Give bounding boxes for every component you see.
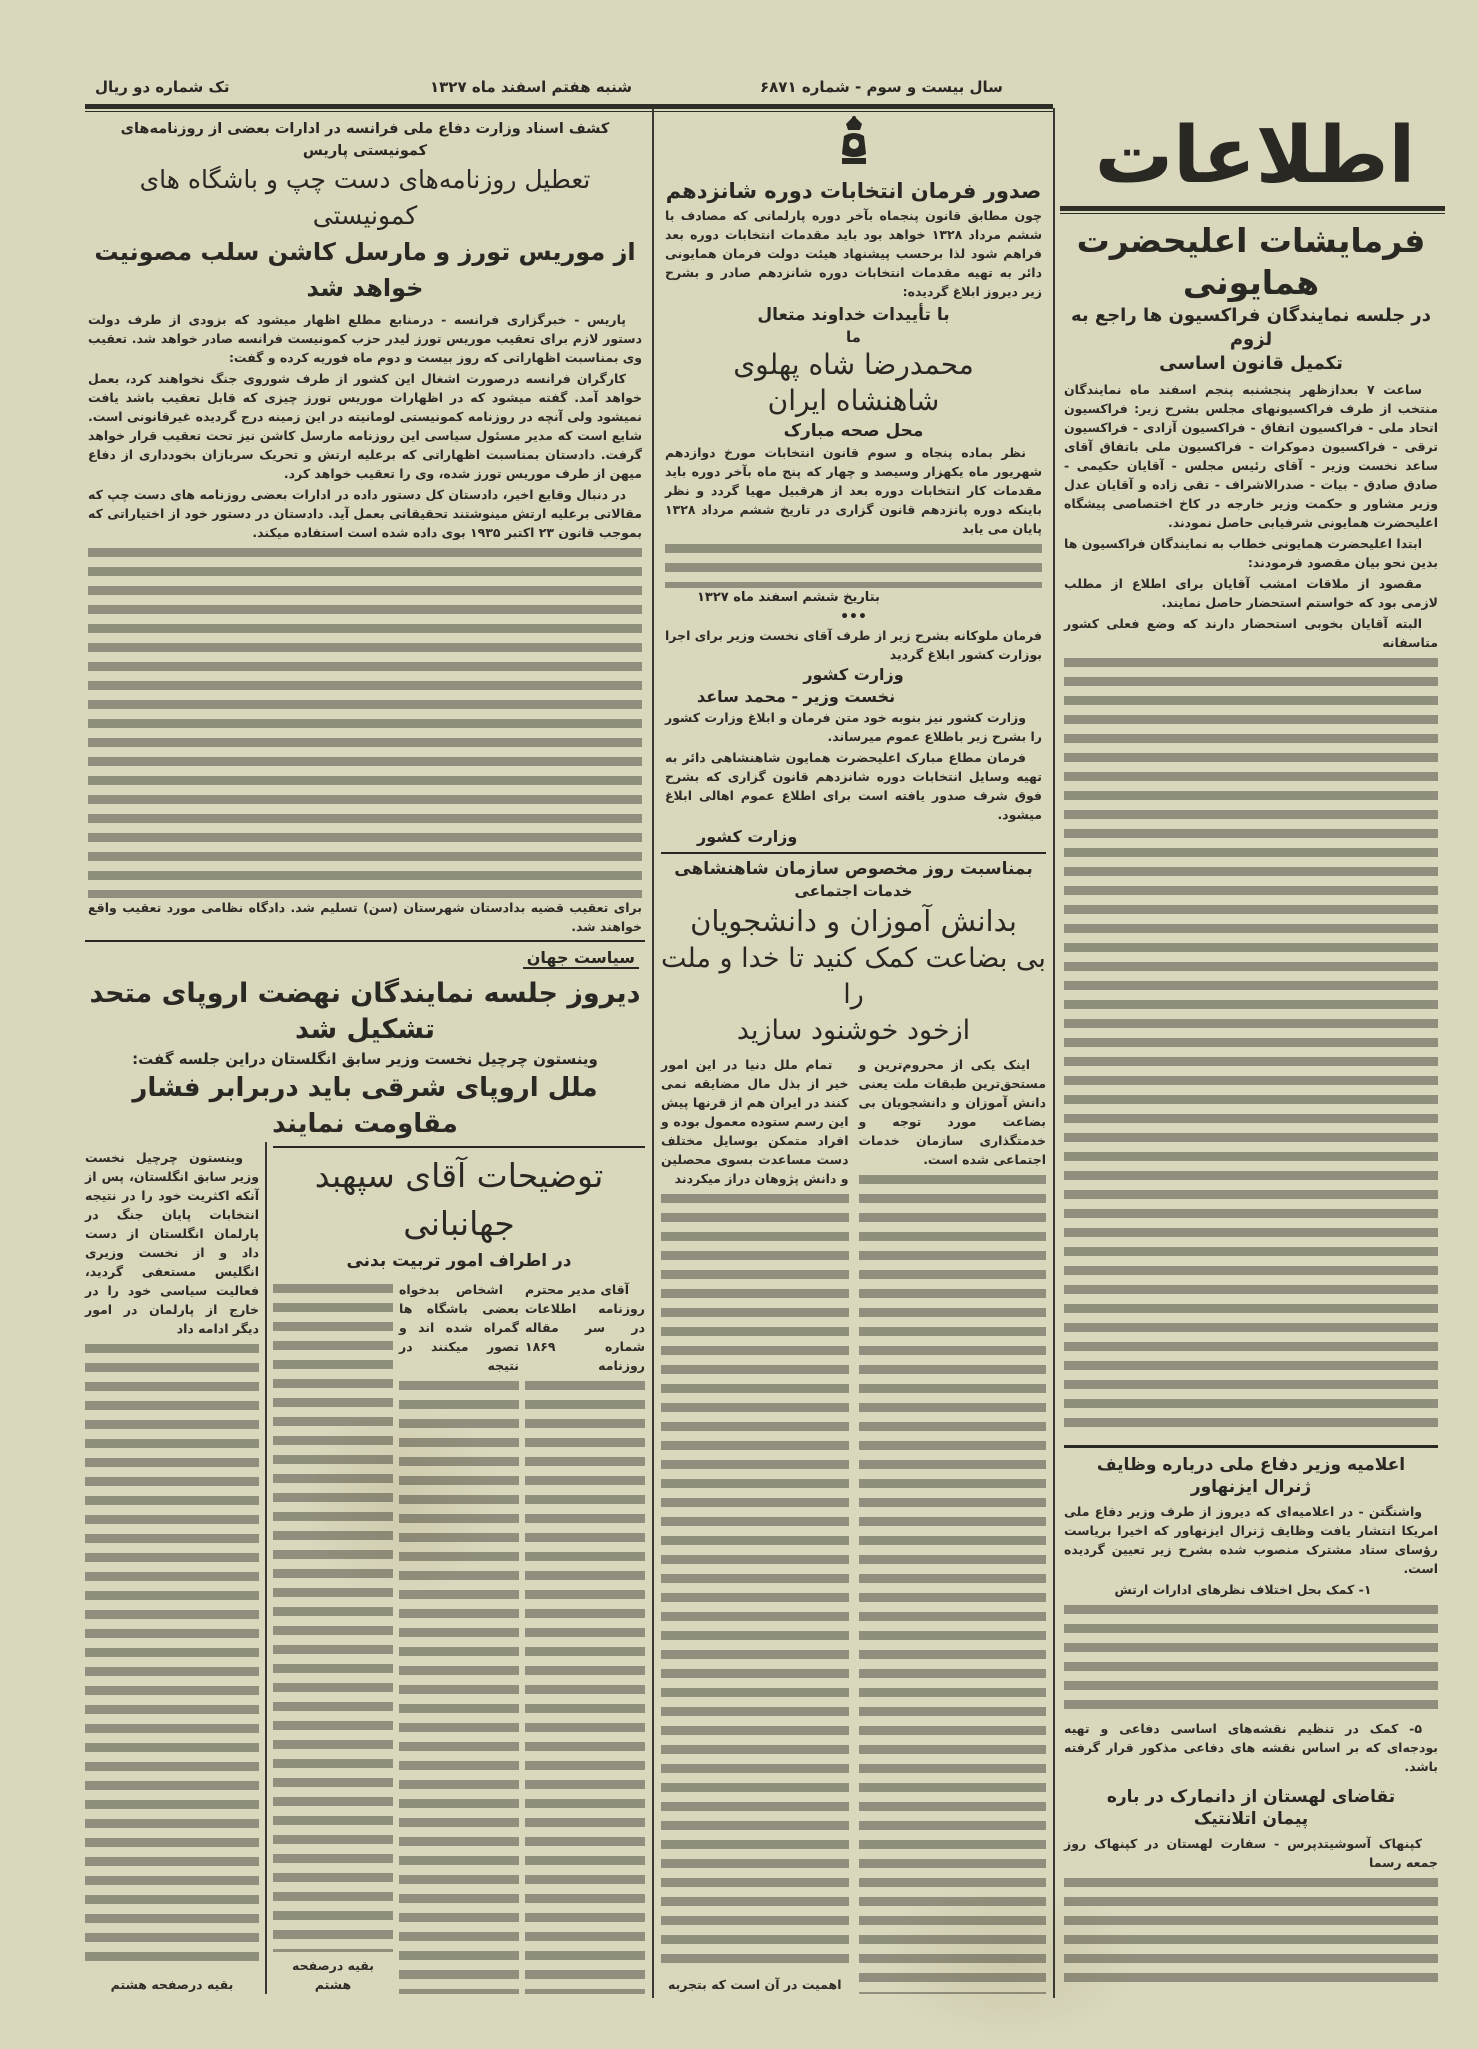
issue-date: شنبه هفتم اسفند ماه ۱۳۲۷ xyxy=(430,78,632,96)
king-title: شاهنشاه ایران xyxy=(767,384,940,417)
middle-column xyxy=(661,114,1046,1994)
jahanbani-column-3 xyxy=(273,1280,393,1994)
body-text-lines xyxy=(525,1381,645,1994)
europe-headline-2: ملل اروپای شرقی باید دربرابر فشار مقاومت نمایند xyxy=(132,1073,598,1139)
royal-we: ما xyxy=(846,328,861,346)
body-text-lines xyxy=(273,1284,393,1952)
paragraph: وزارت کشور نیز بنوبه خود متن فرمان و ابلاغ وزارت کشور را بشرح زیر باطلاع عموم میرساند. xyxy=(665,710,1042,744)
paragraph: ساعت ۷ بعدازظهر پنجشنبه پنجم اسفند ماه نمایندگان منتخب از طرف فراکسیونهای مجلس بشرح زیر: فراکسیون اتحاد ملی - فراکسیون اتفاق - فراکسیون آزادی - فراکسیون ترقی - فراکسیون دموکرات - فراکسیون ملی باتفاق آقای ساعد نخست وزیر - آقای رئیس مجلس - آقایان حکیمی - صادق صادق - بیات - صدرالاشراف - تقی زاده و آقایان عدل وزیر مشاور و حکمت وزیر خارجه در کاخ اختصاصی پیشگاه اعلیحضرت همایونی شرفیابی حاصل نمودند. xyxy=(1064,382,1438,530)
separator-dots: ••• xyxy=(840,609,867,625)
section-label-row xyxy=(85,946,645,970)
lower-left-row xyxy=(85,1142,645,1994)
charity-column-right xyxy=(859,1055,1047,1994)
decree-body xyxy=(661,443,1046,588)
left-headline-2: از موریس تورز و مارسل کاشن سلب مصونیت خواهد شد xyxy=(94,238,636,302)
jahanbani-section xyxy=(273,1142,645,1994)
ministry-text xyxy=(661,708,1046,826)
issue-number: سال بیست و سوم - شماره ۶۸۷۱ xyxy=(760,78,1003,96)
paragraph: تمام ملل دنیا در این امور خیر از بذل مال مضایقه نمی کنند در ایران هم از قرنها پیش این رسم ستوده معمول بوده و افراد متمکن بوسایل مختلف دست مساعدت بسوی محصلین و دانش پژوهان دراز میکردند xyxy=(661,1057,849,1186)
right-column xyxy=(1064,220,1438,1992)
europe-headline: دیروز جلسه نمایندگان نهضت اروپای متحد تشکیل شد xyxy=(89,978,641,1045)
right-subhead: در جلسه نمایندگان فراکسیون ها راجع به لزوم xyxy=(1070,305,1432,350)
body-text-lines xyxy=(1064,658,1438,1437)
royal-order-note: فرمان ملوکانه بشرح زیر از طرف آقای نخست وزیر برای اجرا بوزارت کشور ابلاغ گردید xyxy=(665,628,1042,662)
body-text-lines xyxy=(399,1381,519,1994)
body-text-lines xyxy=(665,544,1042,588)
list-item: ۵- کمک در تنظیم نقشه‌های اساسی دفاعی و تهیه بودجه‌ای که بر اساس نقشه های دفاعی مذکور قرار گرفته باشد. xyxy=(1064,1721,1438,1774)
column-divider xyxy=(652,108,654,1998)
section-rule xyxy=(1064,1445,1438,1448)
crown-lion-emblem-icon xyxy=(834,114,874,172)
charity-section xyxy=(661,858,1046,1994)
body-text-lines xyxy=(661,1194,849,1971)
charity-columns xyxy=(661,1055,1046,1994)
paragraph: البته آقایان بخوبی استحضار دارند که وضع فعلی کشور متاسفانه xyxy=(1064,616,1438,650)
section-rule xyxy=(85,940,645,942)
emblem-wrap xyxy=(661,114,1046,176)
paragraph: اشخاص بدخواه بعضی باشگاه ها گمراه شده اند و تصور میکنند در نتیجه xyxy=(399,1282,519,1373)
poland-body xyxy=(1064,1834,1438,1992)
section-rule xyxy=(273,1146,645,1148)
middle-intro: چون مطابق قانون پنجماه بآخر دوره پارلمانی که مصادف با ششم مرداد ۱۳۲۸ خواهد بود باید مقدمات انتخابات دوره بعد فراهم شود لذا برحسب پیشنهاد هیئت دولت فرمان همایونی دائر به تهیه مقدمات انتخابات دوره شانزدهم صادر و بشرح زیر دیروز ابلاغ گردیده: xyxy=(665,208,1042,299)
ministry-heading: وزارت کشور xyxy=(803,665,904,684)
masthead-logo: اطلاعات xyxy=(1094,111,1416,201)
charity-headline-2: بی بضاعت کمک کنید تا خدا و ملت را xyxy=(661,943,1046,1010)
continued-note: بقیه درصفحه هشتم xyxy=(291,1958,374,1992)
jahanbani-column-1 xyxy=(525,1280,645,1994)
paragraph: در دنبال وقایع اخیر، دادستان کل دستور داده در ادارات بعضی روزنامه های دست چپ که مقالاتی برعلیه ارتش مینوشتند تحقیقاتی بعمل آید. دادستان در دستور خود از اختیاراتی که بموجب قانون ۲۳ اکتبر ۱۹۳۵ بوی داده شده است استفاده میکند. xyxy=(88,487,642,540)
left-article-body xyxy=(85,310,645,898)
list-item: ۱- کمک بحل اختلاف نظرهای ادارات ارتش xyxy=(1114,1582,1372,1597)
charity-headline-3: ازخود خوشنود سازید xyxy=(736,1015,971,1046)
continued-note: اهمیت در آن است که بتجربه xyxy=(667,1977,842,1992)
decree-date: بتاریخ ششم اسفند ماه ۱۳۲۷ xyxy=(697,590,880,605)
king-name: محمدرضا شاه پهلوی xyxy=(733,348,974,381)
issue-price: تک شماره دو ریال xyxy=(95,78,230,96)
charity-headline-1: بدانش آموزان و دانشجویان xyxy=(690,904,1017,938)
paragraph: مقصود از ملاقات امشب آقایان برای اطلاع از مطلب لازمی بود که خواستم استحضار حاصل نمایند. xyxy=(1064,576,1438,610)
paragraph: کارگران فرانسه درصورت اشغال این کشور از طرف شوروی جنگ نخواهند کرد، بعمل خواهد آمد. گفته میشود که در اظهارات موریس تورز چیزی که قابل تعقیب باشد یافت نمیشود ولی آنچه در روزنامه کمونیستی لومانیته در این زمینه درج گردیده غیرقانونی است. شایع است که مدیر مسئول سیاسی این روزنامه مارسل کاشن نیز تحت تعقیب قرار خواهد گرفت. دادستان بمناسبت اظهاراتی که برعلیه ارتش و تحریک سربازان بخودداری از دفاع میهن از طرف موریس تورز شده، وی را تعقیب خواهد کرد. xyxy=(88,371,642,481)
right-headline: فرمایشات اعلیحضرت همایونی xyxy=(1076,221,1426,302)
eisenhower-headline-2: ژنرال ایزنهاور xyxy=(1190,1477,1312,1497)
column-divider xyxy=(265,1142,267,1994)
pm-signature: نخست وزیر - محمد ساعد xyxy=(697,687,896,706)
charity-kicker: بمناسبت روز مخصوص سازمان شاهنشاهی xyxy=(674,859,1033,879)
body-text-lines xyxy=(85,1344,259,1971)
right-article-body xyxy=(1064,380,1438,1437)
jahanbani-column-2 xyxy=(399,1280,519,1994)
charity-kicker-2: خدمات اجتماعی xyxy=(794,882,913,900)
body-text-lines xyxy=(859,1175,1047,1994)
ministry-signature: وزارت کشور xyxy=(697,827,798,846)
paragraph: اینک یکی از محروم‌ترین و مستحق‌ترین طبقات ملت یعنی دانش آموزان و دانشجویان بی بضاعت مورد توجه و خدمتگذاری سازمان خدمات اجتماعی شده است. xyxy=(858,1057,1046,1167)
eisenhower-body xyxy=(1064,1502,1438,1778)
poland-headline: تقاضای لهستان از دانمارک در باره xyxy=(1106,1787,1396,1807)
section-label-world: سیاست جهان xyxy=(523,948,639,969)
section-rule xyxy=(661,852,1046,854)
charity-column-left xyxy=(661,1055,849,1994)
invocation: با تأییدات خداوند متعال xyxy=(757,305,950,325)
paragraph: ابتدا اعلیحضرت همایونی خطاب به نمایندگان فراکسیون ها بدین نحو بیان مقصود فرمودند: xyxy=(1064,536,1438,570)
paragraph: واشنگتن - در اعلامیه‌ای که دیروز از طرف وزیر دفاع ملی امریکا انتشار یافت وظایف ژنرال ایزنهاور که اخیرا بریاست رؤسای ستاد مشترک منصوب شده بشرح زیر تعیین گردیده است. xyxy=(1064,1504,1438,1576)
paragraph: کپنهاک آسوشیتدپرس - سفارت لهستان در کپنهاک روز جمعه رسما xyxy=(1064,1836,1438,1870)
jahanbani-subhead: در اطراف امور تربیت بدنی xyxy=(346,1251,572,1271)
paragraph: آقای مدیر محترم روزنامه اطلاعات در سر مقاله شماره ۱۸۶۹ روزنامه xyxy=(525,1282,645,1373)
paragraph: نظر بماده پنجاه و سوم قانون انتخابات مورخ دوازدهم شهریور ماه یکهزار وسیصد و چهار که پنج ماه بآخر دوره باید مقدمات کار انتخابات دوره بعد از هرقبیل مهیا گردد و نظر باینکه دوره پانزدهم قانون گزاری در تاریخ ششم مرداد ۱۳۲۸ پایان می یابد xyxy=(665,445,1042,536)
left-headline-1: تعطیل روزنامه‌های دست چپ و باشگاه های کمونیستی xyxy=(139,165,591,230)
paragraph: پاریس - خبرگزاری فرانسه - درمنابع مطلع اظهار میشود که بزودی از طرف دولت دستور لازم برای تعقیب موریس تورز لیدر حزب کمونیست فرانسه صادر خواهد شد. تعقیب وی بمناسبت اظهاراتی که روز بیست و دوم ماه فوریه کرده و گفت: xyxy=(88,312,642,365)
left-column xyxy=(85,118,645,1994)
election-decree-section xyxy=(661,114,1046,848)
europe-body xyxy=(85,1142,259,1994)
body-text-lines xyxy=(88,548,642,898)
body-text-lines xyxy=(1064,1605,1438,1719)
eisenhower-headline: اعلامیه وزیر دفاع ملی درباره وظایف xyxy=(1096,1455,1406,1475)
europe-subhead: وینستون چرچیل نخست وزیر سابق انگلستان دراین جلسه گفت: xyxy=(132,1050,598,1068)
paragraph: فرمان مطاع مبارک اعلیحضرت همایون شاهنشاهی دائر به تهیه وسایل انتخابات دوره شانزدهم قانون گزاری که بشرح فوق شرف صدور یافته است برای اطلاع عموم اهالی ابلاغ میشود. xyxy=(665,750,1042,822)
right-subhead-2: تکمیل قانون اساسی xyxy=(1159,353,1343,374)
body-text-lines xyxy=(1064,1878,1438,1992)
header-rule xyxy=(85,104,1053,112)
paragraph: وینستون چرچیل نخست وزیر سابق انگلستان، پس از آنکه اکثریت خود را در نتیجه انتخابات پایان جنگ در پارلمان انگلستان از دست داد و از نخست وزیری انگلیس مستعفی گردید، فعالیت سیاسی خود را در خارج از پارلمان در امور دیگر ادامه داد xyxy=(85,1150,259,1336)
royal-seal-place: محل صحه مبارک xyxy=(783,421,924,441)
poland-headline-2: پیمان اتلانتیک xyxy=(1193,1809,1309,1829)
continued-note: بقیه درصفحه هشتم xyxy=(110,1977,234,1992)
middle-headline: صدور فرمان انتخابات دوره شانزدهم xyxy=(665,179,1042,203)
left-kicker: کشف اسناد وزارت دفاع ملی فرانسه در ادارات بعضی از روزنامه‌های کمونیستی پاریس xyxy=(120,121,610,159)
masthead-rule xyxy=(1060,206,1445,214)
communist-papers-section xyxy=(85,118,645,936)
left-article-closing: برای تعقیب قضیه بدادستان شهرستان (سن) تسلیم شد. دادگاه نظامی مورد تعقیب واقع خواهند شد. xyxy=(88,900,642,934)
jahanbani-headline: توضیحات آقای سپهبد جهانبانی xyxy=(314,1156,604,1243)
column-divider xyxy=(1053,108,1055,1998)
jahanbani-columns xyxy=(273,1280,645,1994)
